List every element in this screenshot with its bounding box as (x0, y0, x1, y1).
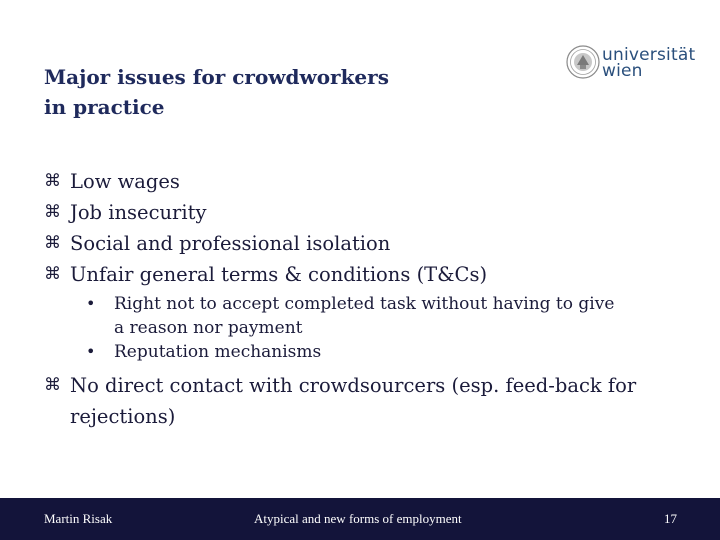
list-item-text: Job insecurity (70, 201, 207, 224)
slide-footer (0, 498, 720, 540)
sub-list-item-line: a reason nor payment (114, 318, 303, 338)
list-item (44, 166, 704, 197)
dot-bullet-icon: • (86, 342, 96, 361)
list-item (44, 197, 704, 228)
bullet-list (44, 166, 704, 432)
list-item-text: Low wages (70, 170, 180, 193)
list-item (44, 370, 704, 432)
slide-title (44, 62, 464, 122)
list-item-text: Unfair general terms & conditions (T&Cs) (70, 263, 488, 286)
list-item-text: Social and professional isolation (70, 232, 391, 255)
sub-list-item (70, 292, 704, 340)
list-item-line: rejections) (70, 405, 176, 428)
university-seal-icon (566, 45, 600, 79)
logo-line-1: universität (602, 45, 696, 65)
command-bullet-icon: ⌘ (44, 233, 61, 253)
command-bullet-icon: ⌘ (44, 202, 61, 222)
command-bullet-icon: ⌘ (44, 375, 61, 395)
slide-title-line-2: in practice (44, 95, 165, 119)
slide-title-line-1: Major issues for crowdworkers (44, 65, 389, 89)
footer-author: Martin Risak (44, 511, 113, 526)
command-bullet-icon: ⌘ (44, 264, 61, 284)
list-item (44, 228, 704, 259)
list-item (44, 259, 704, 290)
university-logo (566, 45, 696, 81)
footer-topic: Atypical and new forms of employment (254, 511, 462, 526)
command-bullet-icon: ⌘ (44, 171, 61, 191)
sub-list-item-line: Reputation mechanisms (114, 342, 322, 362)
sub-list-item-line: Right not to accept completed task without having to give (114, 294, 615, 314)
logo-wordmark (602, 47, 695, 79)
list-item-line: No direct contact with crowdsourcers (esp. feed-back for (70, 374, 637, 397)
dot-bullet-icon: • (86, 294, 96, 313)
logo-line-2: wien (602, 61, 643, 81)
page-number: 17 (664, 511, 677, 526)
sub-bullet-list (70, 292, 704, 364)
sub-list-item (70, 340, 704, 364)
